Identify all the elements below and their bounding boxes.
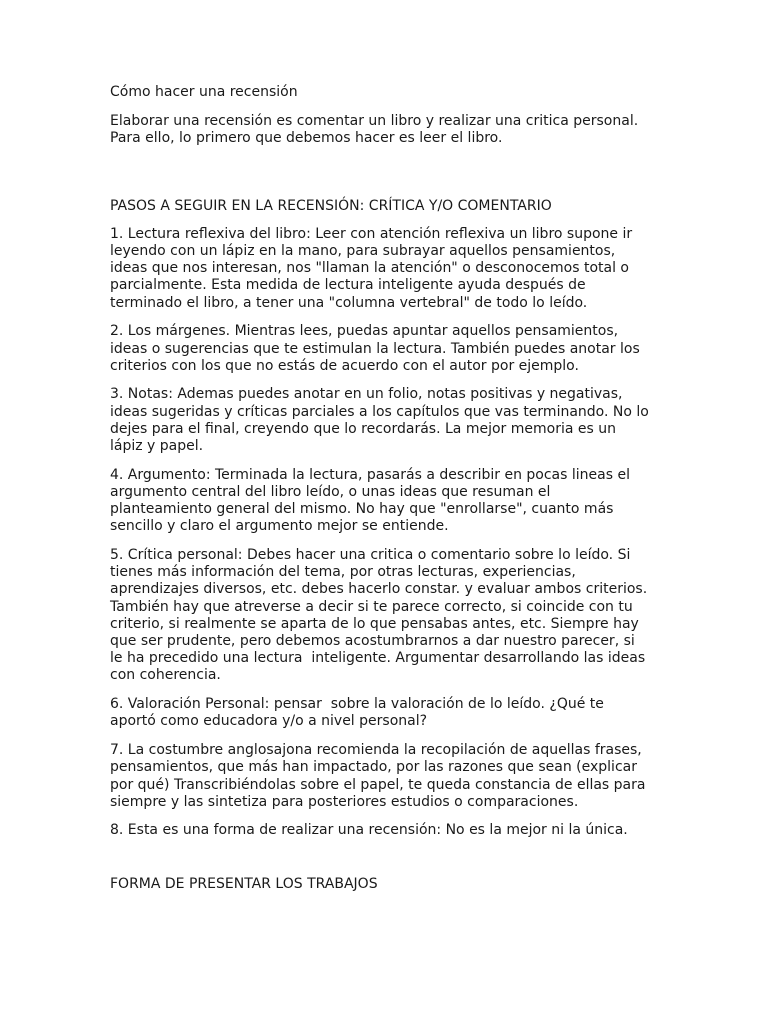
step-7-paragraph: 7. La costumbre anglosajona recomienda la recopilación de aquellas frases, pensamientos, que más han impactado, por las razones que sean (explicar por qué) Transcribiéndolas sobre el papel, te queda constancia de ellas para siempre y las sintetiza para posteriores estudios o comparaciones.	[110, 742, 646, 810]
step-4-paragraph: 4. Argumento: Terminada la lectura, pasarás a describir en pocas lineas el argumento central del libro leído, o unas ideas que resuman el planteamiento general del mismo. No hay que "enrollarse", cuanto más sencillo y claro el argumento mejor se entiende.	[110, 466, 630, 535]
intro-paragraph: Elaborar una recensión es comentar un libro y realizar una critica personal. Para ello, lo primero que debemos hacer es leer el libro.	[110, 113, 639, 147]
step-3-paragraph: 3. Notas: Ademas puedes anotar en un folio, notas positivas y negativas, ideas sugeridas y críticas parciales a los capítulos que vas terminando. No lo dejes para el final, creyendo que lo recordarás. La mejor memoria es un lápiz y papel.	[110, 386, 649, 455]
footer-heading: FORMA DE PRESENTAR LOS TRABAJOS	[110, 875, 378, 892]
step-1-paragraph: 1. Lectura reflexiva del libro: Leer con atención reflexiva un libro supone ir leyendo con un lápiz en la mano, para subrayar aquellos pensamientos, ideas que nos interesan, nos "llaman la atención" o desconocemos total o parcialmente. Esta medida de lectura inteligente ayuda después de terminado el libro, a tener una "columna vertebral" de todo lo leído.	[110, 225, 633, 311]
step-5-paragraph: 5. Crítica personal: Debes hacer una critica o comentario sobre lo leído. Si tienes más información del tema, por otras lecturas, experiencias, aprendizajes diversos, etc. debes hacerlo constar. y evaluar ambos criterios. También hay que atreverse a decir si te parece correcto, si coincide con tu criterio, si realmente se aparta de lo que pensabas antes, etc. Siempre hay que ser prudente, pero debemos acostumbrarnos a dar nuestro parecer, si le ha precedido una lectura inteligente. Argumentar desarrollando las ideas con coherencia.	[110, 547, 648, 684]
document-title: Cómo hacer una recensión	[110, 84, 298, 100]
document-page	[110, 84, 670, 893]
step-6-paragraph: 6. Valoración Personal: pensar sobre la valoración de lo leído. ¿Qué te aportó como educadora y/o a nivel personal?	[110, 696, 604, 730]
step-2-paragraph: 2. Los márgenes. Mientras lees, puedas apuntar aquellos pensamientos, ideas o sugerencias que te estimulan la lectura. También puedes anotar los criterios con los que no estás de acuerdo con el autor por ejemplo.	[110, 323, 640, 374]
section-heading: PASOS A SEGUIR EN LA RECENSIÓN: CRÍTICA Y/O COMENTARIO	[110, 197, 552, 214]
step-8-paragraph: 8. Esta es una forma de realizar una recensión: No es la mejor ni la única.	[110, 822, 628, 839]
